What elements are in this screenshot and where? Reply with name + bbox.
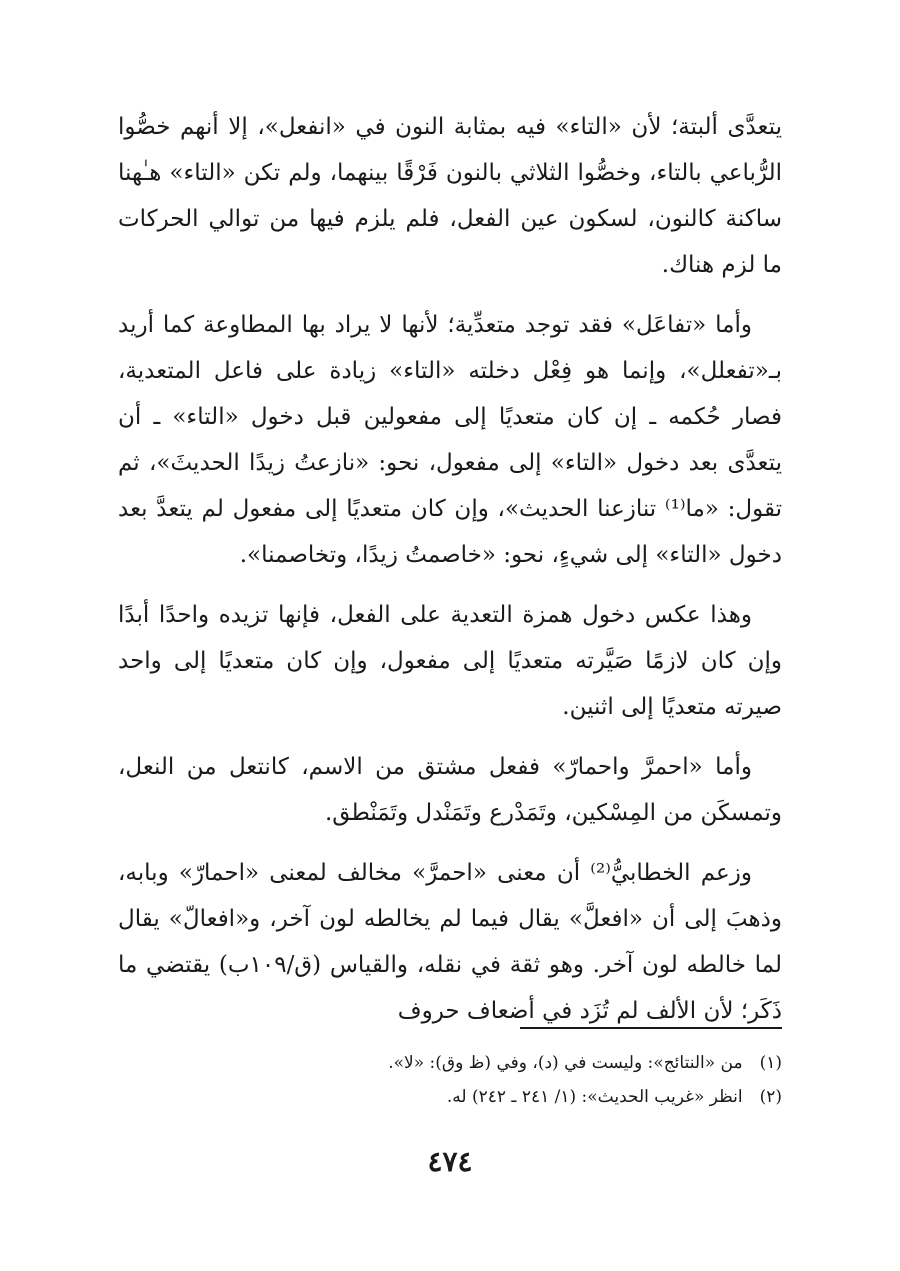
footnote-text: انظر «غريب الحديث»: (١/ ٢٤١ ـ ٢٤٢) له.: [446, 1087, 743, 1107]
footnote-divider: [520, 1027, 782, 1029]
paragraph-4: وأما «احمرَّ واحمارّ» ففعل مشتق من الاسم، كانتعل من النعل، وتمسكَن من المِسْكين، وتَمَدْرع وتَمَنْدل وتَمَنْطق.: [118, 754, 782, 826]
paragraph-3: وهذا عكس دخول همزة التعدية على الفعل، فإنها تزيده واحدًا أبدًا وإن كان لازمًا صَيَّرته متعديًا إلى مفعول، وإن كان متعديًا إلى واحد صيرته متعديًا إلى اثنين.: [118, 602, 782, 720]
paragraph-1: يتعدَّى ألبتة؛ لأن «التاء» فيه بمثابة النون في «انفعل»، إلا أنهم خصُّوا الرُّباعي بالتاء، وخصُّوا الثلاثي بالنون فَرْقًا بينهما، ولم تكن «التاء» هـٰهنا ساكنة كالنون، لسكون عين الفعل، فلم يلزم فيها من توالي الحركات ما لزم هناك.: [118, 114, 782, 278]
page-number: ٤٧٤: [427, 1145, 473, 1178]
main-text-block: [118, 104, 782, 1048]
paragraph-2: وأما «تفاعَل» فقد توجد متعدِّية؛ لأنها لا يراد بها المطاوعة كما أريد بـ«تفعلل»، وإنما هو فِعْل دخلته «التاء» زيادة على فاعل المتعدية، فصار حُكمه ـ إن كان متعديًا إلى مفعولين قبل دخول «التاء» ـ أن يتعدَّى بعد دخول «التاء» إلى مفعول، نحو: «نازعتُ زيدًا الحديثَ»، ثم تقول: «ما⁽¹⁾ تنازعنا الحديث»، وإن كان متعديًا إلى مفعول لم يتعدَّ بعد دخول «التاء» إلى شيءٍ، نحو: «خاصمتُ زيدًا، وتخاصمنا».: [118, 312, 782, 568]
footnote-number: (١): [759, 1053, 782, 1073]
footnote-text: من «النتائج»: وليست في (د)، وفي (ظ وق): «لا».: [388, 1053, 743, 1073]
footnotes-section: [118, 1046, 782, 1114]
footnote-1: [118, 1046, 782, 1080]
paragraph-5: وزعم الخطابيُّ⁽²⁾ أن معنى «احمرَّ» مخالف لمعنى «احمارّ» وبابه، وذهبَ إلى أن «افعلَّ» يقال فيما لم يخالطه لون آخر، و«افعالّ» يقال لما خالطه لون آخر. وهو ثقة في نقله، والقياس (ق/١٠٩ب) يقتضي ما ذَكَر؛ لأن الألف لم تُزَد في أضعاف حروف: [118, 860, 782, 1024]
footnote-number: (٢): [759, 1087, 782, 1107]
footnote-2: [118, 1080, 782, 1114]
